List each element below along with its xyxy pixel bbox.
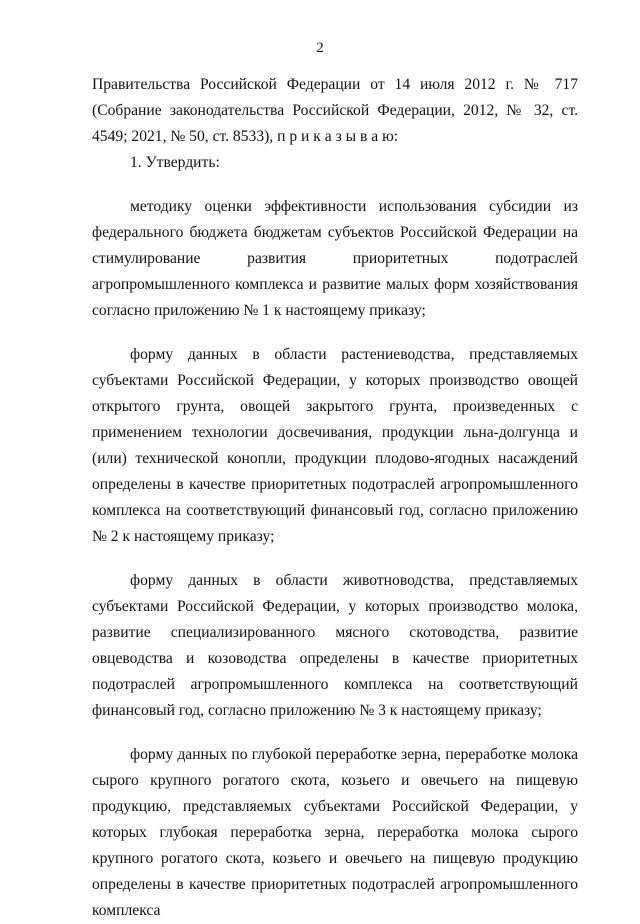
paragraph-methodology: методику оценки эффективности использования субсидии из федерального бюджета бюджетам субъектов Российской Федерации на стимулирование развития приоритетных подотраслей агропромышленного комплекса и развитие малых форм хозяйствования согласно приложению № 1 к настоящему приказу; [92,198,578,319]
paragraph-form-processing: форму данных по глубокой переработке зерна, переработке молока сырого крупного рогатого скота, козьего и овечьего на пищевую продукцию, представляемых субъектами Российской Федерации, у которых глубокая переработка зерна, переработка молока сырого крупного рогатого скота, козьего и овечьего на пищевую продукцию определены в качестве приоритетных подотраслей агропромышленного комплекса [92,746,578,919]
paragraph-intro: Правительства Российской Федерации от 14 июля 2012 г. № 717 (Собрание законодательства Российской Федерации, 2012, № 32, ст. 4549; 2021, № 50, ст. 8533), п р и к а з ы в а ю: [92,76,578,145]
page-number: 2 [316,40,324,56]
paragraph-form-livestock: форму данных в области животноводства, представляемых субъектами Российской Федерации, у которых производство молока, развитие специализированного мясного скотоводства, развитие овцеводства и козоводства определены в качестве приоритетных подотраслей агропромышленного комплекса на соответствующий финансовый год, согласно приложению № 3 к настоящему приказу; [92,572,578,719]
paragraph-item-1: 1. Утвердить: [130,154,220,171]
document-body [92,72,578,924]
paragraph-form-crop: форму данных в области растениеводства, представляемых субъектами Российской Федерации, у которых производство овощей открытого грунта, овощей закрытого грунта, произведенных с применением технологии досвечивания, продукции льна-долгунца и (или) технической конопли, продукции плодово-ягодных насаждений определены в качестве приоритетных подотраслей агропромышленного комплекса на соответствующий финансовый год, согласно приложению № 2 к настоящему приказу; [92,346,578,545]
